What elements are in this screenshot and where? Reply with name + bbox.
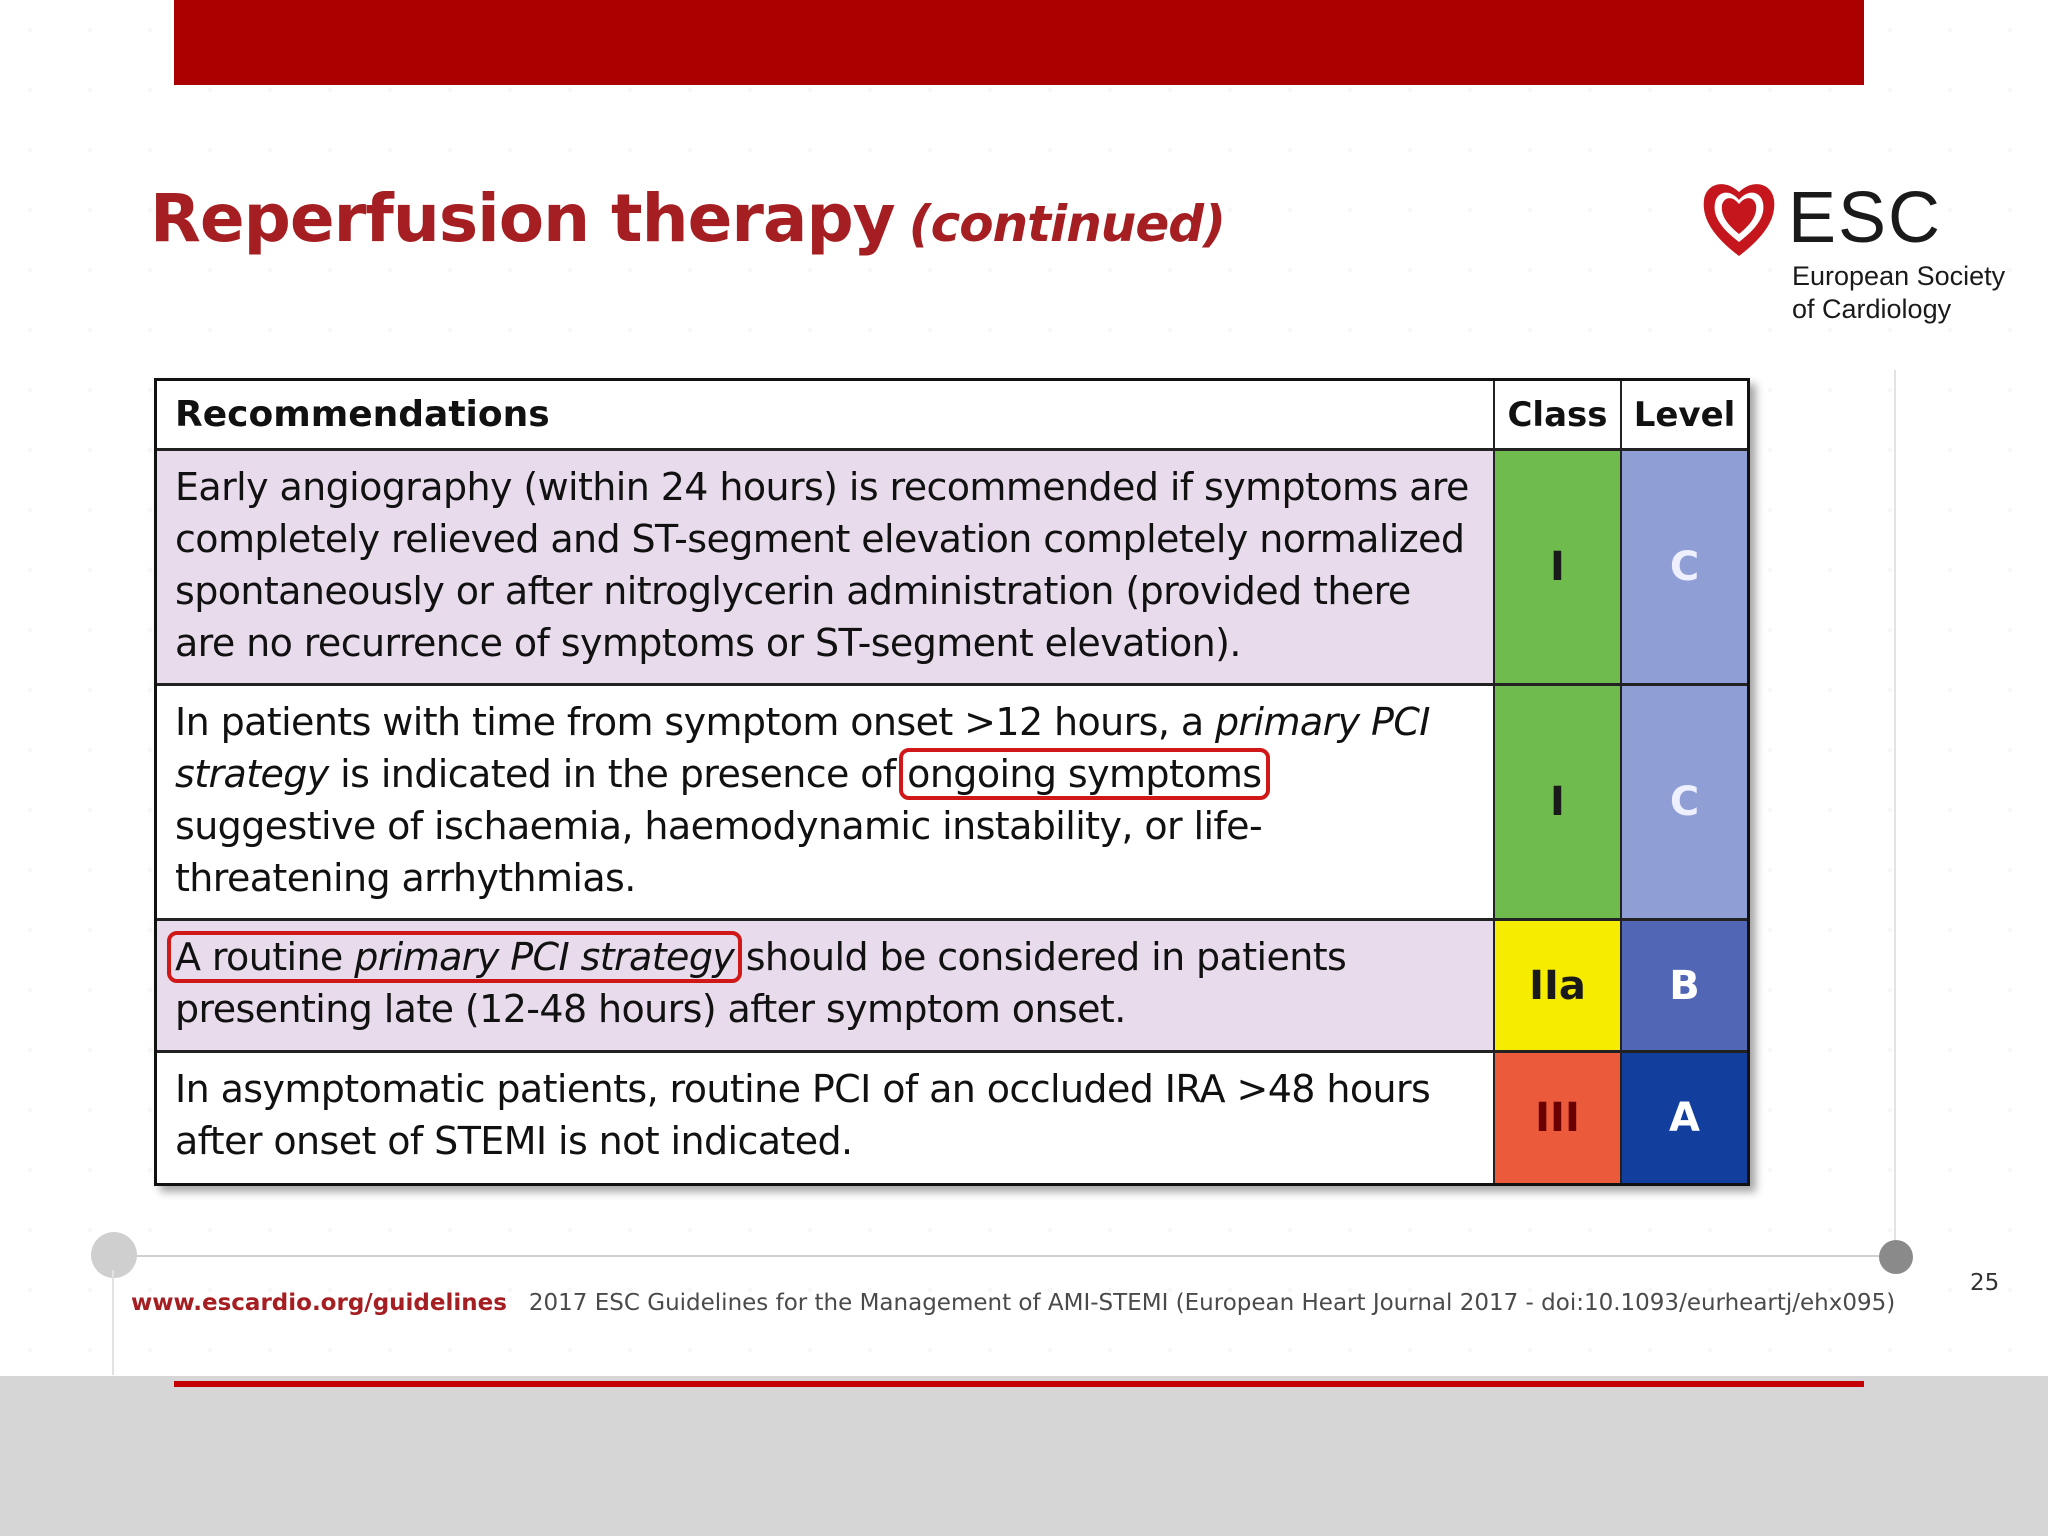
right-divider [1894,370,1896,1245]
slide-title [150,180,1225,270]
table-row-4-level: A [1622,1053,1747,1183]
recommendations-table [154,378,1750,1186]
footer-dot-left [91,1232,137,1278]
table-row-2-text [157,686,1495,921]
row-2-seg-5: suggestive of ischaemia, haemodynamic instability, or life-threatening arrhythmias. [175,804,1263,900]
logo-name-line2: of Cardiology [1792,294,1952,324]
row-3-seg-1: A routine [175,935,355,979]
table-row-2-level: C [1622,686,1747,921]
title-text: Reperfusion therapy [150,180,895,257]
top-band [174,0,1864,85]
footer-url-link[interactable]: www.escardio.org/guidelines [131,1290,507,1316]
footer-citation: 2017 ESC Guidelines for the Management of AMI-STEMI (European Heart Journal 2017 - doi:10.1093/eurheartj/ehx095) [528,1290,1896,1316]
title-subtitle: (continued) [908,195,1225,253]
footer-dot-right [1879,1240,1913,1274]
footer [131,1290,1895,1316]
footer-divider [112,1255,1892,1257]
table-row-3-text [157,921,1495,1053]
row-3-seg-3: should be considered in patients presenting late (12-48 hours) after symptom onset. [175,935,1347,1031]
header-recommendations: Recommendations [157,381,1495,451]
table-row-3-class: IIa [1495,921,1622,1053]
table-row-4-text [157,1053,1495,1183]
table-row-3-level: B [1622,921,1747,1053]
row-1-seg-1: Early angiography (within 24 hours) is recommended if symptoms are completely relieved and ST-segment elevation completely normalized spontaneously or after nitroglycerin administration (provided there are no recurrence of symptoms or ST-segment elevation). [175,465,1469,665]
background-strip [0,1376,2048,1536]
row-4-seg-1: In asymptomatic patients, routine PCI of an occluded IRA >48 hours after onset of STEMI is not indicated. [175,1067,1431,1163]
row-2-seg-1: In patients with time from symptom onset >12 hours, a [175,700,1216,744]
left-divider [112,1270,114,1375]
row-3-highlight [167,931,742,983]
row-3-seg-2: primary PCI strategy [354,935,735,979]
bottom-band [174,1381,1864,1387]
row-2-seg-3: is indicated in the presence of [328,752,908,796]
table-row-2-class: I [1495,686,1622,921]
logo-name [1792,260,2005,326]
logo-name-line1: European Society [1792,261,2006,291]
row-2-seg-2: primary PCI strategy [175,700,1430,796]
table-row-4-class: III [1495,1053,1622,1183]
header-class: Class [1495,381,1622,451]
heart-logo-icon [1700,176,1778,260]
page-number: 25 [1970,1270,2000,1296]
table-row-1-class: I [1495,451,1622,686]
table-row-1-level: C [1622,451,1747,686]
header-level: Level [1622,381,1747,451]
row-2-highlight-ongoing-symptoms: ongoing symptoms [899,748,1269,800]
table-row-1-text [157,451,1495,686]
logo-acronym: ESC [1788,178,1943,258]
esc-logo [1700,176,2006,336]
